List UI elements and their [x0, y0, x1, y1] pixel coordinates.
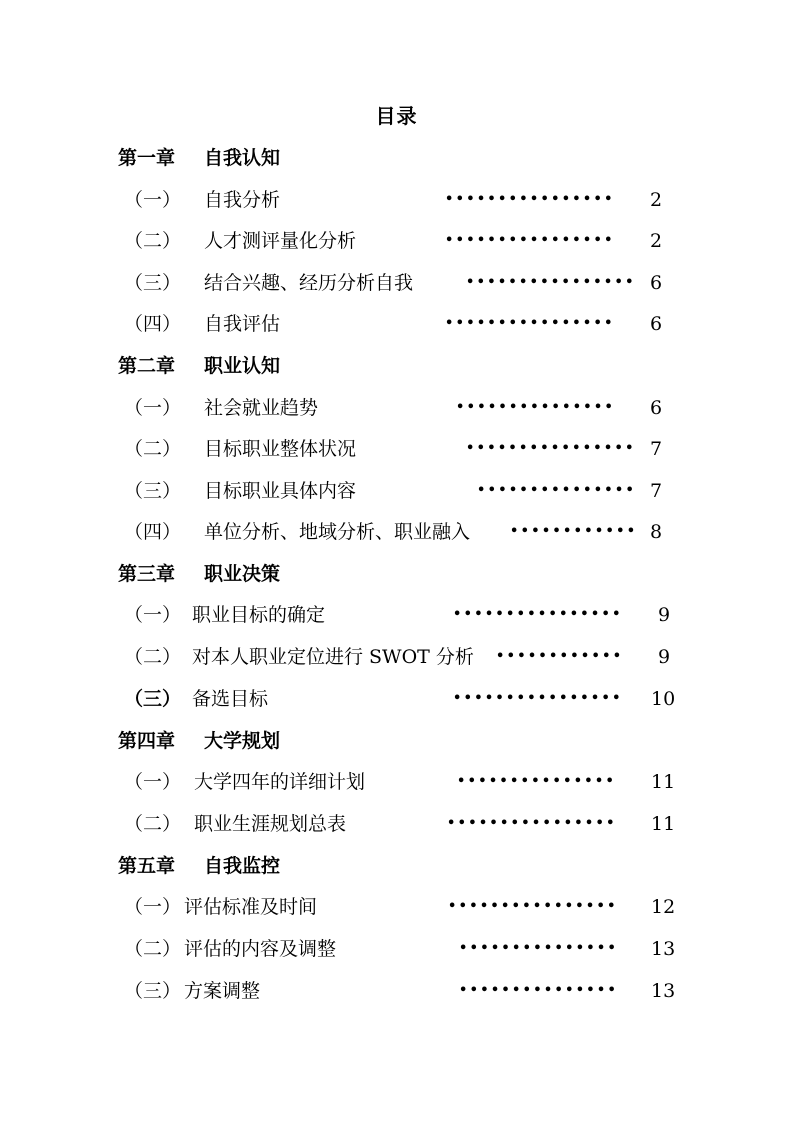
- chapter-heading: [118, 727, 280, 755]
- toc-entry[interactable]: [124, 310, 280, 338]
- chapter-number: 第二章: [118, 355, 176, 377]
- entry-number: （三）: [124, 688, 182, 710]
- leader-dots: ••••••••••••••••: [445, 316, 615, 331]
- page-number: 7: [650, 480, 663, 502]
- entry-number: （二）: [124, 230, 182, 252]
- entry-number: （一）: [124, 604, 182, 626]
- leader-dots: •••••••••••••••: [459, 983, 619, 998]
- page-number: 13: [651, 938, 676, 960]
- entry-number: （四）: [124, 521, 182, 543]
- entry-label: 结合兴趣、经历分析自我: [204, 272, 414, 294]
- toc-entry[interactable]: [124, 269, 413, 297]
- entry-label: 评估的内容及调整: [184, 938, 337, 960]
- toc-entry[interactable]: [124, 477, 356, 505]
- entry-number: （一）: [124, 397, 182, 419]
- chapter-number: 第四章: [118, 730, 176, 752]
- chapter-heading: [118, 852, 280, 880]
- toc-entry[interactable]: [124, 518, 470, 546]
- chapter-heading: [118, 560, 280, 588]
- entry-number: （四）: [124, 313, 182, 335]
- page-number: 7: [650, 438, 663, 460]
- entry-number: （一）: [124, 189, 182, 211]
- entry-number: （三）: [124, 480, 182, 502]
- entry-label: 自我分析: [204, 189, 281, 211]
- toc-entry[interactable]: [124, 394, 318, 422]
- leader-dots: •••••••••••••••: [456, 400, 616, 415]
- entry-label: 职业生涯规划总表: [194, 813, 347, 835]
- entry-number: （三）: [124, 980, 182, 1002]
- leader-dots: •••••••••••••••: [459, 941, 619, 956]
- leader-dots: ••••••••••••: [510, 524, 638, 539]
- entry-label: 方案调整: [184, 980, 261, 1002]
- chapter-name: 自我监控: [204, 855, 281, 877]
- page-number: 11: [651, 813, 676, 835]
- chapter-heading: [118, 352, 280, 380]
- entry-label: 社会就业趋势: [204, 397, 319, 419]
- chapter-number: 第五章: [118, 855, 176, 877]
- entry-label: 大学四年的详细计划: [194, 771, 366, 793]
- toc-entry[interactable]: [124, 601, 325, 629]
- entry-label: 对本人职业定位进行 SWOT 分析: [192, 646, 474, 668]
- page-number: 12: [651, 896, 676, 918]
- page-number: 2: [650, 189, 663, 211]
- entry-number: （二）: [124, 646, 182, 668]
- toc-entry[interactable]: [124, 893, 317, 921]
- leader-dots: ••••••••••••••••: [445, 233, 615, 248]
- chapter-number: 第一章: [118, 147, 176, 169]
- toc-entry[interactable]: [124, 685, 268, 713]
- toc-entry[interactable]: [124, 810, 346, 838]
- toc-entry[interactable]: [124, 768, 365, 796]
- entry-number: （一）: [124, 896, 182, 918]
- entry-number: （二）: [124, 938, 182, 960]
- toc-entry[interactable]: [124, 935, 336, 963]
- page-number: 10: [651, 688, 676, 710]
- leader-dots: ••••••••••••••••: [466, 275, 636, 290]
- leader-dots: ••••••••••••••••: [448, 899, 618, 914]
- page-title: 目录: [375, 104, 418, 128]
- chapter-name: 大学规划: [204, 730, 281, 752]
- entry-number: （二）: [124, 813, 182, 835]
- page-number: 9: [658, 604, 671, 626]
- toc-entry[interactable]: [124, 227, 356, 255]
- entry-label: 职业目标的确定: [192, 604, 326, 626]
- chapter-number: 第三章: [118, 563, 176, 585]
- page-number: 11: [651, 771, 676, 793]
- entry-number: （一）: [124, 771, 182, 793]
- entry-label: 备选目标: [192, 688, 269, 710]
- entry-label: 评估标准及时间: [184, 896, 318, 918]
- entry-label: 单位分析、地域分析、职业融入: [204, 521, 471, 543]
- toc-entry[interactable]: [124, 977, 260, 1005]
- leader-dots: ••••••••••••••••: [447, 816, 617, 831]
- entry-number: （二）: [124, 438, 182, 460]
- entry-label: 目标职业整体状况: [204, 438, 357, 460]
- leader-dots: ••••••••••••: [496, 649, 624, 664]
- leader-dots: ••••••••••••••••: [453, 691, 623, 706]
- page-number: 6: [650, 397, 663, 419]
- chapter-name: 自我认知: [204, 147, 281, 169]
- entry-number: （三）: [124, 272, 182, 294]
- toc-entry[interactable]: [124, 435, 356, 463]
- page-number: 6: [650, 272, 663, 294]
- chapter-heading: [118, 144, 280, 172]
- leader-dots: •••••••••••••••: [477, 483, 637, 498]
- entry-label: 人才测评量化分析: [204, 230, 357, 252]
- page-number: 13: [651, 980, 676, 1002]
- leader-dots: ••••••••••••••••: [453, 607, 623, 622]
- page-number: 8: [650, 521, 663, 543]
- toc-entry[interactable]: [124, 186, 280, 214]
- page-number: 2: [650, 230, 663, 252]
- chapter-name: 职业决策: [204, 563, 281, 585]
- leader-dots: ••••••••••••••••: [445, 192, 615, 207]
- leader-dots: ••••••••••••••••: [466, 441, 636, 456]
- page-number: 6: [650, 313, 663, 335]
- leader-dots: •••••••••••••••: [457, 774, 617, 789]
- toc-entry[interactable]: [124, 643, 474, 671]
- page-number: 9: [658, 646, 671, 668]
- entry-label: 目标职业具体内容: [204, 480, 357, 502]
- chapter-name: 职业认知: [204, 355, 281, 377]
- entry-label: 自我评估: [204, 313, 281, 335]
